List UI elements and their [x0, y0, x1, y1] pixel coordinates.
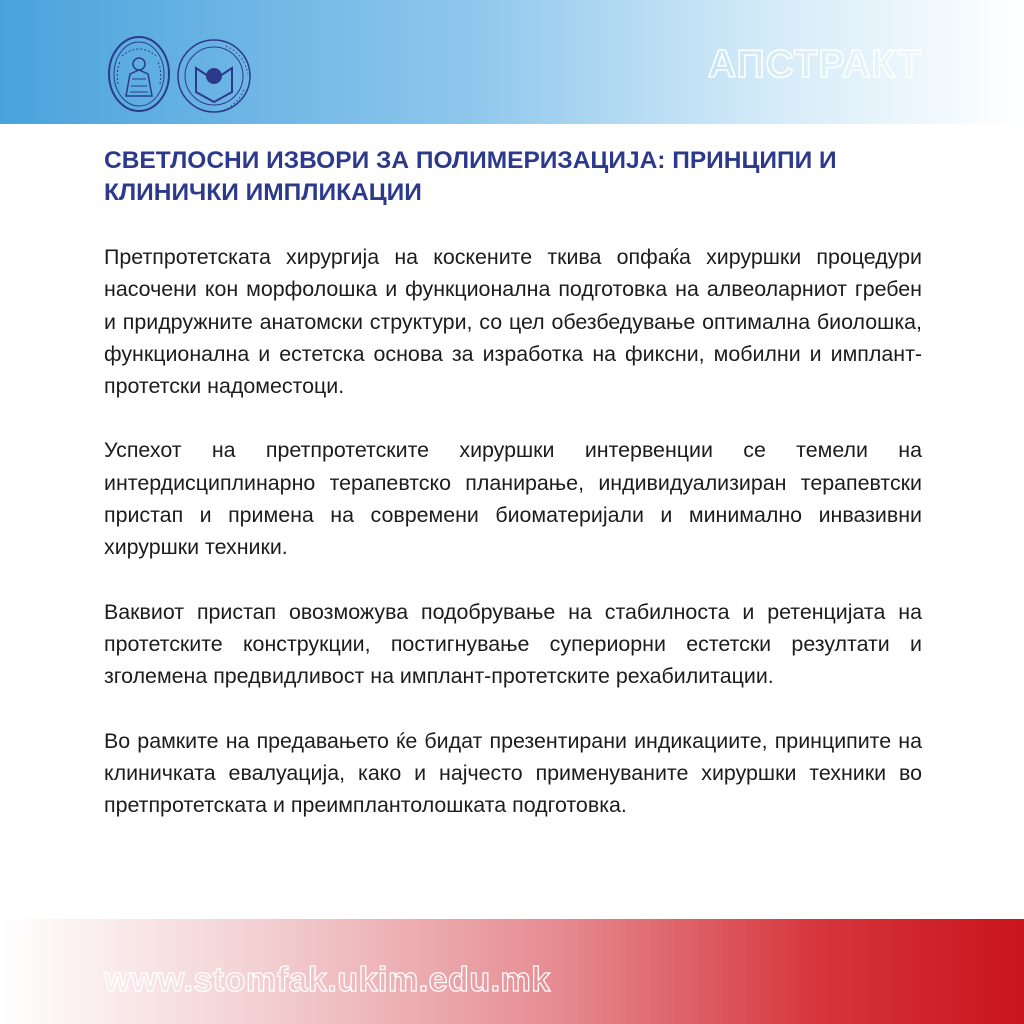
- website-link[interactable]: www.stomfak.ukim.edu.mk: [104, 961, 551, 999]
- article-title: СВЕТЛОСНИ ИЗВОРИ ЗА ПОЛИМЕРИЗАЦИЈА: ПРИНЦИПИ И КЛИНИЧКИ ИМПЛИКАЦИИ: [104, 147, 837, 206]
- footer-band: [0, 919, 1024, 1024]
- paragraph: Успехот на претпротетските хируршки интервенции се темели на интердисциплинарно терапевтско планирање, индивидуализиран терапевтски пристап и примена на современи биоматеријали и минимално инвазивни хируршки техники.: [104, 438, 922, 560]
- faculty-logo-icon: [174, 34, 266, 120]
- paragraph: Ваквиот пристап овозможува подобрување на стабилноста и ретенцијата на протетските конструкции, постигнување супериорни естетски резултати и зголемена предвидливост на имплант-протетските рехабилитации.: [104, 599, 922, 689]
- paragraph: Претпротетската хирургија на коскените ткива опфаќа хируршки процедури насочени кон морфолошка и функционална подготовка на алвеоларниот гребен и придружните анатомски структури, со цел обезбедување оптимална биолошка, функционална и естетска основа за изработка на фиксни, мобилни и имплант-протетски надоместоци.: [104, 245, 922, 399]
- article-body: [104, 241, 922, 853]
- paragraph: Во рамките на предавањето ќе бидат презентирани индикациите, принципите на клиничката евалуација, како и најчесто применуваните хируршки техники во претпротетската и преимплантолошката подготовка.: [104, 728, 922, 818]
- section-label: АПСТРАКТ: [707, 43, 922, 86]
- header-band: [0, 0, 1024, 124]
